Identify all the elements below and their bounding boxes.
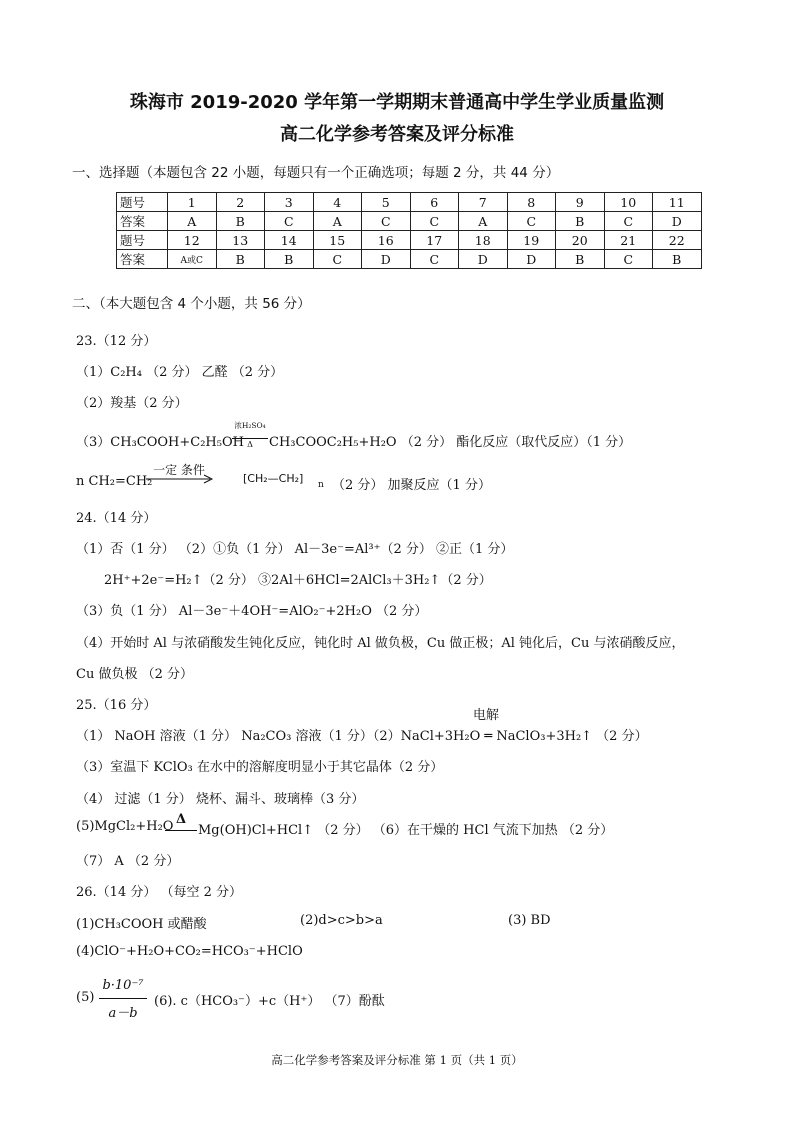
q23-line-3b: CH₃COOC₂H₅+H₂O （2 分） 酯化反应（取代反应）（1 分） xyxy=(269,435,632,450)
table-cell: 1 xyxy=(168,193,217,212)
table-cell: C xyxy=(604,250,653,269)
table-cell: 题号 xyxy=(117,231,168,250)
q26-answer-4: (4)ClO⁻+H₂O+CO₂=HCO₃⁻+HClO xyxy=(76,944,303,959)
q26-answer-5-label: (5) xyxy=(76,990,95,1005)
q24-line-1: （1）否（1 分） （2）①负（1 分） Al－3e⁻=Al³⁺（2 分） ②正（1 分） xyxy=(76,542,514,557)
q23-line-4a: n CH₂=CH₂ xyxy=(76,474,153,489)
table-cell: B xyxy=(556,250,605,269)
q25-line-1: （1） NaOH 溶液（1 分） Na₂CO₃ 溶液（1 分）（2）NaCl+3H₂O ═ NaClO₃+3H₂↑ （2 分） xyxy=(76,729,648,744)
table-row xyxy=(117,250,702,269)
table-cell: B xyxy=(556,212,605,231)
table-row xyxy=(117,193,702,212)
table-cell: 16 xyxy=(362,231,411,250)
table-cell: 答案 xyxy=(117,250,168,269)
polymer-formula: [CH₂—CH₂] xyxy=(243,472,304,485)
table-cell: 10 xyxy=(604,193,653,212)
table-cell: A或C xyxy=(168,250,217,269)
q23-heading: 23.（12 分） xyxy=(76,334,157,349)
table-cell: 12 xyxy=(168,231,217,250)
q26-answer-6-7: (6). c（HCO₃⁻）+c（H⁺） （7）酚酞 xyxy=(154,994,385,1009)
q25-line-4a: (5)MgCl₂+H₂O xyxy=(76,819,174,834)
table-cell: B xyxy=(653,250,702,269)
fraction-numerator: b·10⁻⁷ xyxy=(102,978,144,993)
table-cell: C xyxy=(410,212,459,231)
heating-condition: Δ xyxy=(175,812,187,827)
table-cell: 7 xyxy=(459,193,508,212)
table-cell: B xyxy=(265,250,314,269)
q24-line-5: Cu 做负极 （2 分） xyxy=(76,667,193,682)
table-cell: 13 xyxy=(216,231,265,250)
q25-line-2: （3）室温下 KClO₃ 在水中的溶解度明显小于其它晶体（2 分） xyxy=(76,760,444,775)
reaction-condition-top: 浓H₂SO₄ xyxy=(234,421,266,430)
q26-answer-3: (3) BD xyxy=(508,913,551,928)
table-cell: C xyxy=(507,212,556,231)
q25-line-5: （7） A （2 分） xyxy=(76,854,180,869)
table-cell: 18 xyxy=(459,231,508,250)
table-cell: 19 xyxy=(507,231,556,250)
q23-line-1: （1）C₂H₄ （2 分） 乙醛 （2 分） xyxy=(76,365,284,380)
q23-line-3a: （3）CH₃COOH+C₂H₅OH xyxy=(76,435,244,450)
table-cell: C xyxy=(313,250,362,269)
table-cell: D xyxy=(507,250,556,269)
q24-line-2: 2H⁺+2e⁻=H₂↑（2 分） ③2Al＋6HCl=2AlCl₃＋3H₂↑（2 分） xyxy=(104,573,492,588)
table-cell: D xyxy=(459,250,508,269)
table-cell: 14 xyxy=(265,231,314,250)
table-cell: 3 xyxy=(265,193,314,212)
q24-line-4: （4）开始时 Al 与浓硝酸发生钝化反应，钝化时 Al 做负极，Cu 做正极；Al 钝化后，Cu 与浓硝酸反应， xyxy=(76,636,685,651)
table-cell: 题号 xyxy=(117,193,168,212)
table-cell: 8 xyxy=(507,193,556,212)
polymer-subscript: n xyxy=(318,480,324,490)
page-title: 珠海市 2019-2020 学年第一学期期末普通高中学生学业质量监测 xyxy=(129,92,665,113)
table-row xyxy=(117,231,702,250)
table-cell: B xyxy=(216,212,265,231)
reaction-condition-bottom: Δ xyxy=(247,440,253,449)
table-cell: 答案 xyxy=(117,212,168,231)
polymerization-condition: 一定 条件 xyxy=(153,463,205,477)
polymerization-arrow-icon xyxy=(146,474,216,484)
table-cell: 15 xyxy=(313,231,362,250)
table-cell: 21 xyxy=(604,231,653,250)
table-cell: C xyxy=(410,250,459,269)
q23-line-4b: （2 分） 加聚反应（1 分） xyxy=(332,478,491,493)
reaction-arrow-icon xyxy=(232,438,268,439)
table-cell: 17 xyxy=(410,231,459,250)
table-cell: C xyxy=(362,212,411,231)
table-cell: 9 xyxy=(556,193,605,212)
section-1-heading: 一、选择题（本题包含 22 小题，每题只有一个正确选项；每题 2 分，共 44 分） xyxy=(72,165,560,181)
q26-heading: 26.（14 分） （每空 2 分） xyxy=(76,885,243,900)
page-footer: 高二化学参考答案及评分标准 第 1 页（共 1 页） xyxy=(271,1053,523,1067)
heating-arrow-icon xyxy=(165,830,197,831)
q25-line-4b: Mg(OH)Cl+HCl↑ （2 分） （6）在干燥的 HCl 气流下加热 （2 分） xyxy=(198,823,614,838)
table-cell: D xyxy=(653,212,702,231)
table-cell: 5 xyxy=(362,193,411,212)
table-cell: D xyxy=(362,250,411,269)
table-cell: 11 xyxy=(653,193,702,212)
table-cell: B xyxy=(216,250,265,269)
table-cell: 6 xyxy=(410,193,459,212)
table-cell: A xyxy=(313,212,362,231)
answer-table xyxy=(116,192,702,269)
table-row xyxy=(117,212,702,231)
page-subtitle: 高二化学参考答案及评分标准 xyxy=(280,124,514,145)
section-2-heading: 二、（本大题包含 4 个小题，共 56 分） xyxy=(72,296,311,312)
q26-answer-1: (1)CH₃COOH 或醋酸 xyxy=(76,917,207,932)
q24-heading: 24.（14 分） xyxy=(76,511,157,526)
q23-line-2: （2）羧基（2 分） xyxy=(76,396,188,411)
table-cell: A xyxy=(459,212,508,231)
q25-heading: 25.（16 分） xyxy=(76,698,157,713)
table-cell: 22 xyxy=(653,231,702,250)
q25-line-3: （4） 过滤（1 分） 烧杯、漏斗、玻璃棒（3 分） xyxy=(76,792,365,807)
table-cell: C xyxy=(604,212,653,231)
q26-answer-2: (2)d>c>b>a xyxy=(300,913,383,928)
fraction-denominator: a－b xyxy=(108,1006,138,1021)
table-cell: A xyxy=(168,212,217,231)
table-cell: 2 xyxy=(216,193,265,212)
table-cell: 20 xyxy=(556,231,605,250)
table-cell: 4 xyxy=(313,193,362,212)
q24-line-3: （3）负（1 分） Al－3e⁻＋4OH⁻=AlO₂⁻+2H₂O （2 分） xyxy=(76,604,428,619)
table-cell: C xyxy=(265,212,314,231)
electrolysis-label: 电解 xyxy=(473,708,500,723)
fraction-bar xyxy=(99,998,147,999)
